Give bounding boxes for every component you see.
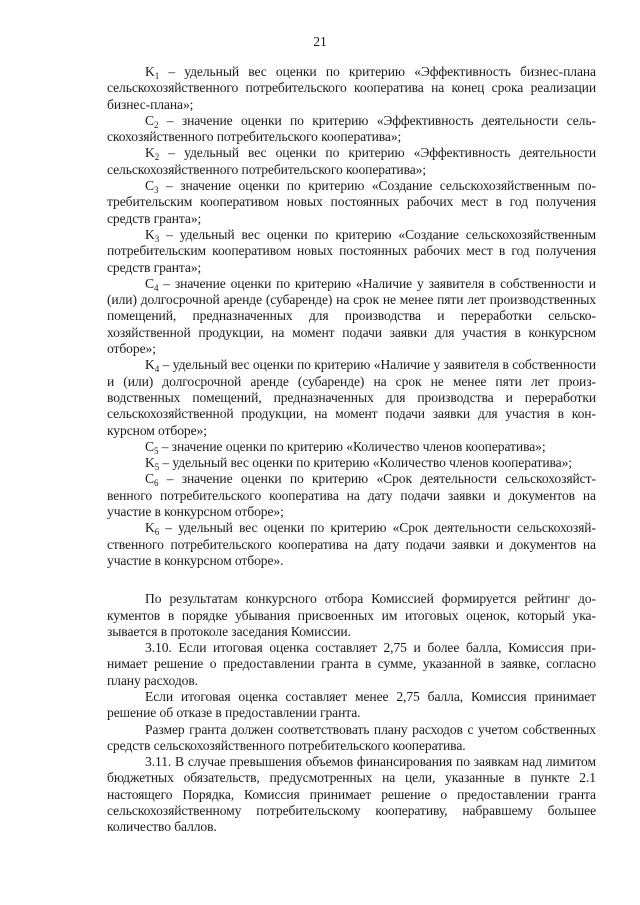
- definition-subscript: 3: [153, 185, 159, 196]
- definition-text: – удельный вес оценки по критерию «Срок деятельности сельскохозяйственного потребительского кооператива на дату подачи заявки и документов на участие в конкурсном отборе».: [107, 520, 596, 568]
- definition-subscript: 2: [154, 152, 160, 163]
- definition-symbol: C: [145, 438, 154, 454]
- definition-paragraph: [107, 357, 596, 438]
- section-gap: [107, 569, 596, 591]
- page-number: 21: [313, 34, 327, 49]
- definition-text: – удельный вес оценки по критерию «Создание сельскохозяйственным потребительским кооперативом новых постоянных рабочих мест в год получения средств гранта»;: [107, 226, 596, 275]
- definition-symbol: K: [145, 455, 155, 471]
- definition-subscript: 2: [153, 119, 159, 130]
- definition-text: – значение оценки по критерию «Эффективность деятельности сельскохозяйственного потребительского кооператива»;: [107, 112, 596, 145]
- definition-text: – значение оценки по критерию «Срок деятельности сельскохозяйственного потребительского кооператива на дату подачи заявки и документов на участие в конкурсном отборе»;: [107, 471, 596, 520]
- definition-paragraph: [107, 276, 596, 357]
- definition-text: – удельный вес оценки по критерию «Эффективность бизнес-плана сельскохозяйственного потребительского кооператива на конец срока реализации бизнес-плана»;: [107, 64, 596, 112]
- body-paragraph: 3.11. В случае превышения объемов финансирования по заявкам над лимитом бюджетных обязательств, предусмотренных на цели, указанные в пункте 2.1 настоящего Порядка, Комиссия принимает решение о предоставлении гранта сельскохозяйственному потребительскому кооперативу, набравшему большее количество баллов.: [107, 754, 596, 835]
- definition-symbol: C: [145, 471, 154, 487]
- definition-paragraph: [107, 113, 596, 146]
- definition-text: – удельный вес оценки по критерию «Наличие у заявителя в собственности и (или) долгосрочной аренде (субаренде) на срок не менее пяти лет производственных помещений, предназначенных для производства и переработки сельскохозяйственной продукции, на момент подачи заявки для участия в конкурсном отборе»;: [107, 357, 596, 438]
- definition-text: – удельный вес оценки по критерию «Эффективность деятельности сельскохозяйственного потребительского кооператива»;: [107, 145, 596, 177]
- document-body: [107, 64, 596, 836]
- definition-text: – значение оценки по критерию «Создание сельскохозяйственным потребительским кооперативом новых постоянных рабочих мест в год получения средств гранта»;: [107, 178, 596, 226]
- definition-symbol: K: [145, 226, 155, 242]
- body-paragraph: Размер гранта должен соответствовать плану расходов с учетом собственных средств сельскохозяйственного потребительского кооператива.: [107, 721, 596, 753]
- definitions-list: [107, 64, 596, 569]
- paragraphs-list: [107, 591, 596, 835]
- definition-subscript: 6: [153, 478, 159, 489]
- definition-text: – значение оценки по критерию «Наличие у заявителя в собственности и (или) долгосрочной аренде (субаренде) на срок не менее пяти лет производственных помещений, предназначенных для производства и переработки сельскохозяйственной продукции, на момент подачи заявки для участия в конкурсном отборе»;: [107, 275, 596, 357]
- definition-subscript: 5: [154, 462, 160, 473]
- definition-subscript: 3: [154, 233, 160, 244]
- definition-paragraph: [107, 455, 596, 471]
- definition-text: – значение оценки по критерию «Количество членов кооператива»;: [158, 438, 546, 454]
- definition-paragraph: [107, 227, 596, 276]
- definition-text: – удельный вес оценки по критерию «Количество членов кооператива»;: [159, 455, 572, 471]
- definition-subscript: 6: [154, 527, 160, 538]
- definition-paragraph: [107, 471, 596, 520]
- definition-symbol: K: [145, 64, 155, 79]
- definition-symbol: C: [145, 275, 154, 291]
- definition-symbol: C: [145, 112, 154, 128]
- definition-paragraph: [107, 178, 596, 227]
- body-paragraph: 3.10. Если итоговая оценка составляет 2,75 и более балла, Комиссия принимает решение о предоставлении гранта в сумме, указанной в заявке, согласно плану расходов.: [107, 640, 596, 688]
- definition-paragraph: [107, 439, 596, 455]
- definition-subscript: 1: [154, 71, 160, 81]
- definition-subscript: 4: [153, 282, 159, 293]
- definition-subscript: 5: [153, 445, 159, 456]
- definition-subscript: 4: [154, 364, 160, 375]
- body-paragraph: Если итоговая оценка составляет менее 2,75 балла, Комиссия принимает решение об отказе в предоставлении гранта.: [107, 688, 596, 721]
- definition-paragraph: [107, 64, 596, 113]
- definition-paragraph: [107, 520, 596, 569]
- definition-symbol: C: [145, 178, 154, 194]
- definition-symbol: K: [145, 145, 155, 161]
- body-paragraph: По результатам конкурсного отбора Комиссией формируется рейтинг документов в порядке убывания присвоенных им итоговых оценок, который указывается в протоколе заседания Комиссии.: [107, 591, 596, 639]
- definition-symbol: K: [145, 357, 155, 373]
- definition-symbol: K: [145, 520, 155, 536]
- definition-paragraph: [107, 145, 596, 178]
